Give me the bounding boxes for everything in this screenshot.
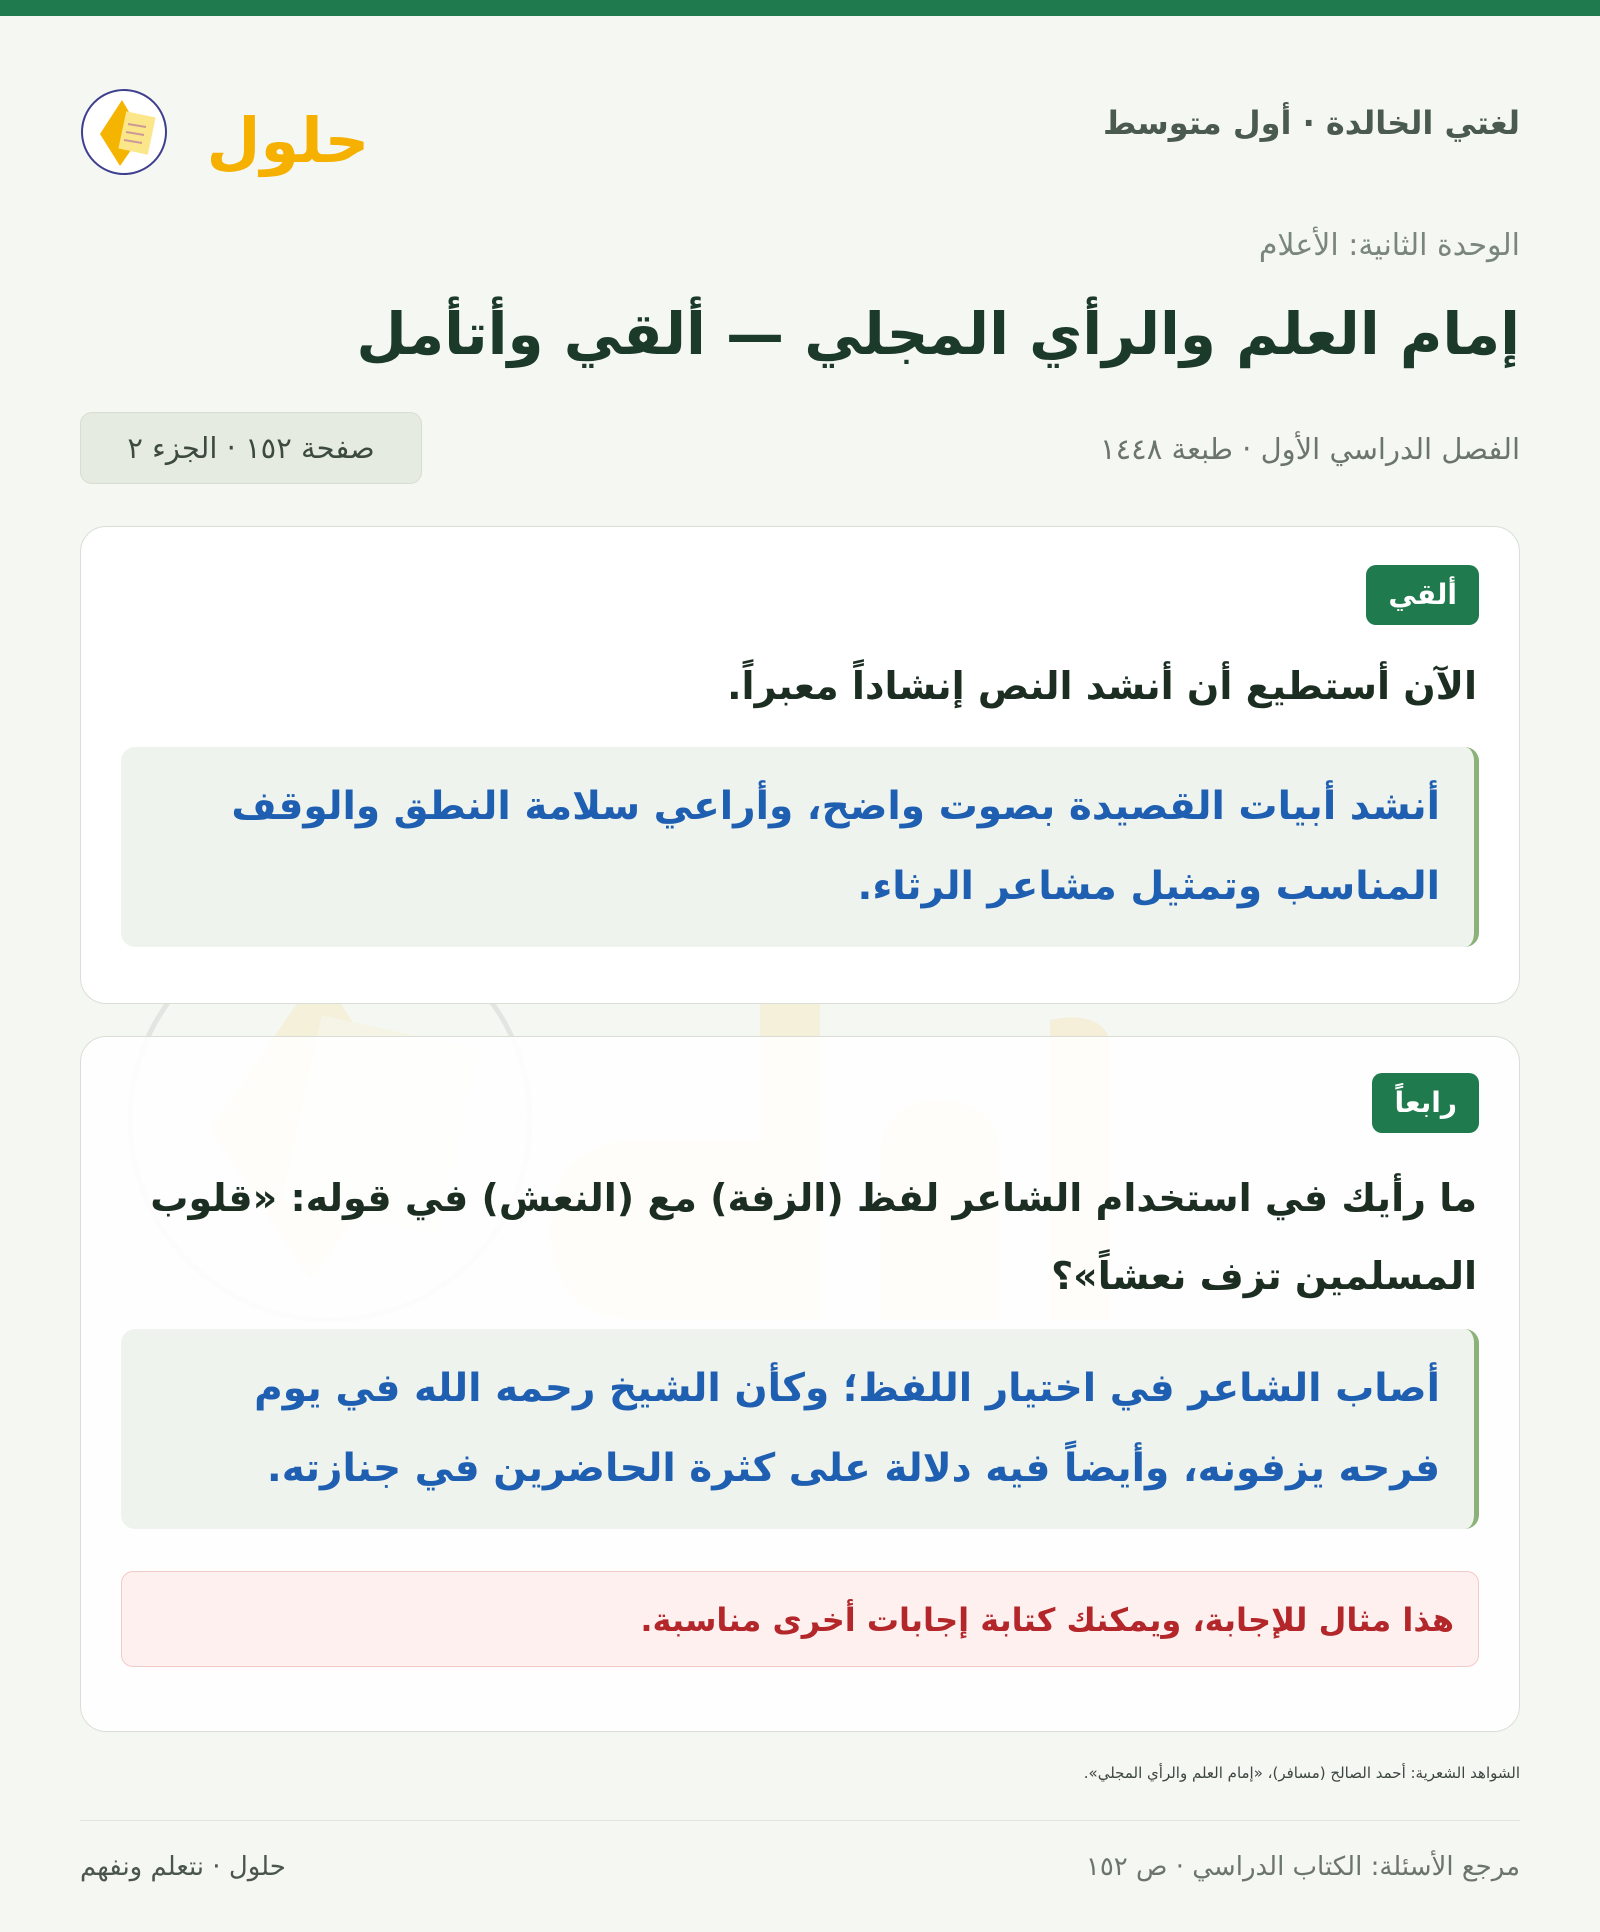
page-badge: صفحة ١٥٢ · الجزء ٢ [80,412,422,484]
answer-box: أنشد أبيات القصيدة بصوت واضح، وأراعي سلامة النطق والوقف المناسب وتمثيل مشاعر الرثاء. [121,747,1479,947]
meta-row [80,412,1520,484]
header [80,70,1520,190]
footer-reference: مرجع الأسئلة: الكتاب الدراسي · ص ١٥٢ [1085,1852,1520,1882]
footer-divider [80,1820,1520,1821]
answer-note: هذا مثال للإجابة، ويمكنك كتابة إجابات أخرى مناسبة. [121,1571,1479,1667]
section-card-recite [80,526,1520,1004]
unit-label: الوحدة الثانية: الأعلام [1258,228,1520,263]
question-text: الآن أستطيع أن أنشد النص إنشاداً معبراً. [727,664,1477,708]
logo-text: حلول [206,104,370,177]
answer-box: أصاب الشاعر في اختيار اللفظ؛ وكأن الشيخ رحمه الله في يوم فرحه يزفونه، وأيضاً فيه دلالة على كثرة الحاضرين في جنازته. [121,1329,1479,1529]
citation: الشواهد الشعرية: أحمد الصالح (مسافر)، «إمام العلم والرأي المجلي». [1083,1764,1520,1782]
question-text: ما رأيك في استخدام الشاعر لفظ (الزفة) مع (النعش) في قوله: «قلوب المسلمين تزف نعشاً»؟ [150,1176,1477,1298]
section-tag: رابعاً [1372,1073,1479,1133]
section-card-fourth [80,1036,1520,1732]
page-title: إمام العلم والرأي المجلي — ألقي وأتأمل [356,300,1520,368]
book-title: لغتي الخالدة · أول متوسط [1103,104,1520,142]
section-tag: ألقي [1366,565,1479,625]
hulool-logo[interactable] [80,70,370,190]
top-accent-bar [0,0,1600,16]
footer-brand[interactable]: حلول · نتعلم ونفهم [80,1852,286,1882]
semester-info: الفصل الدراسي الأول · طبعة ١٤٤٨ [1100,432,1520,466]
